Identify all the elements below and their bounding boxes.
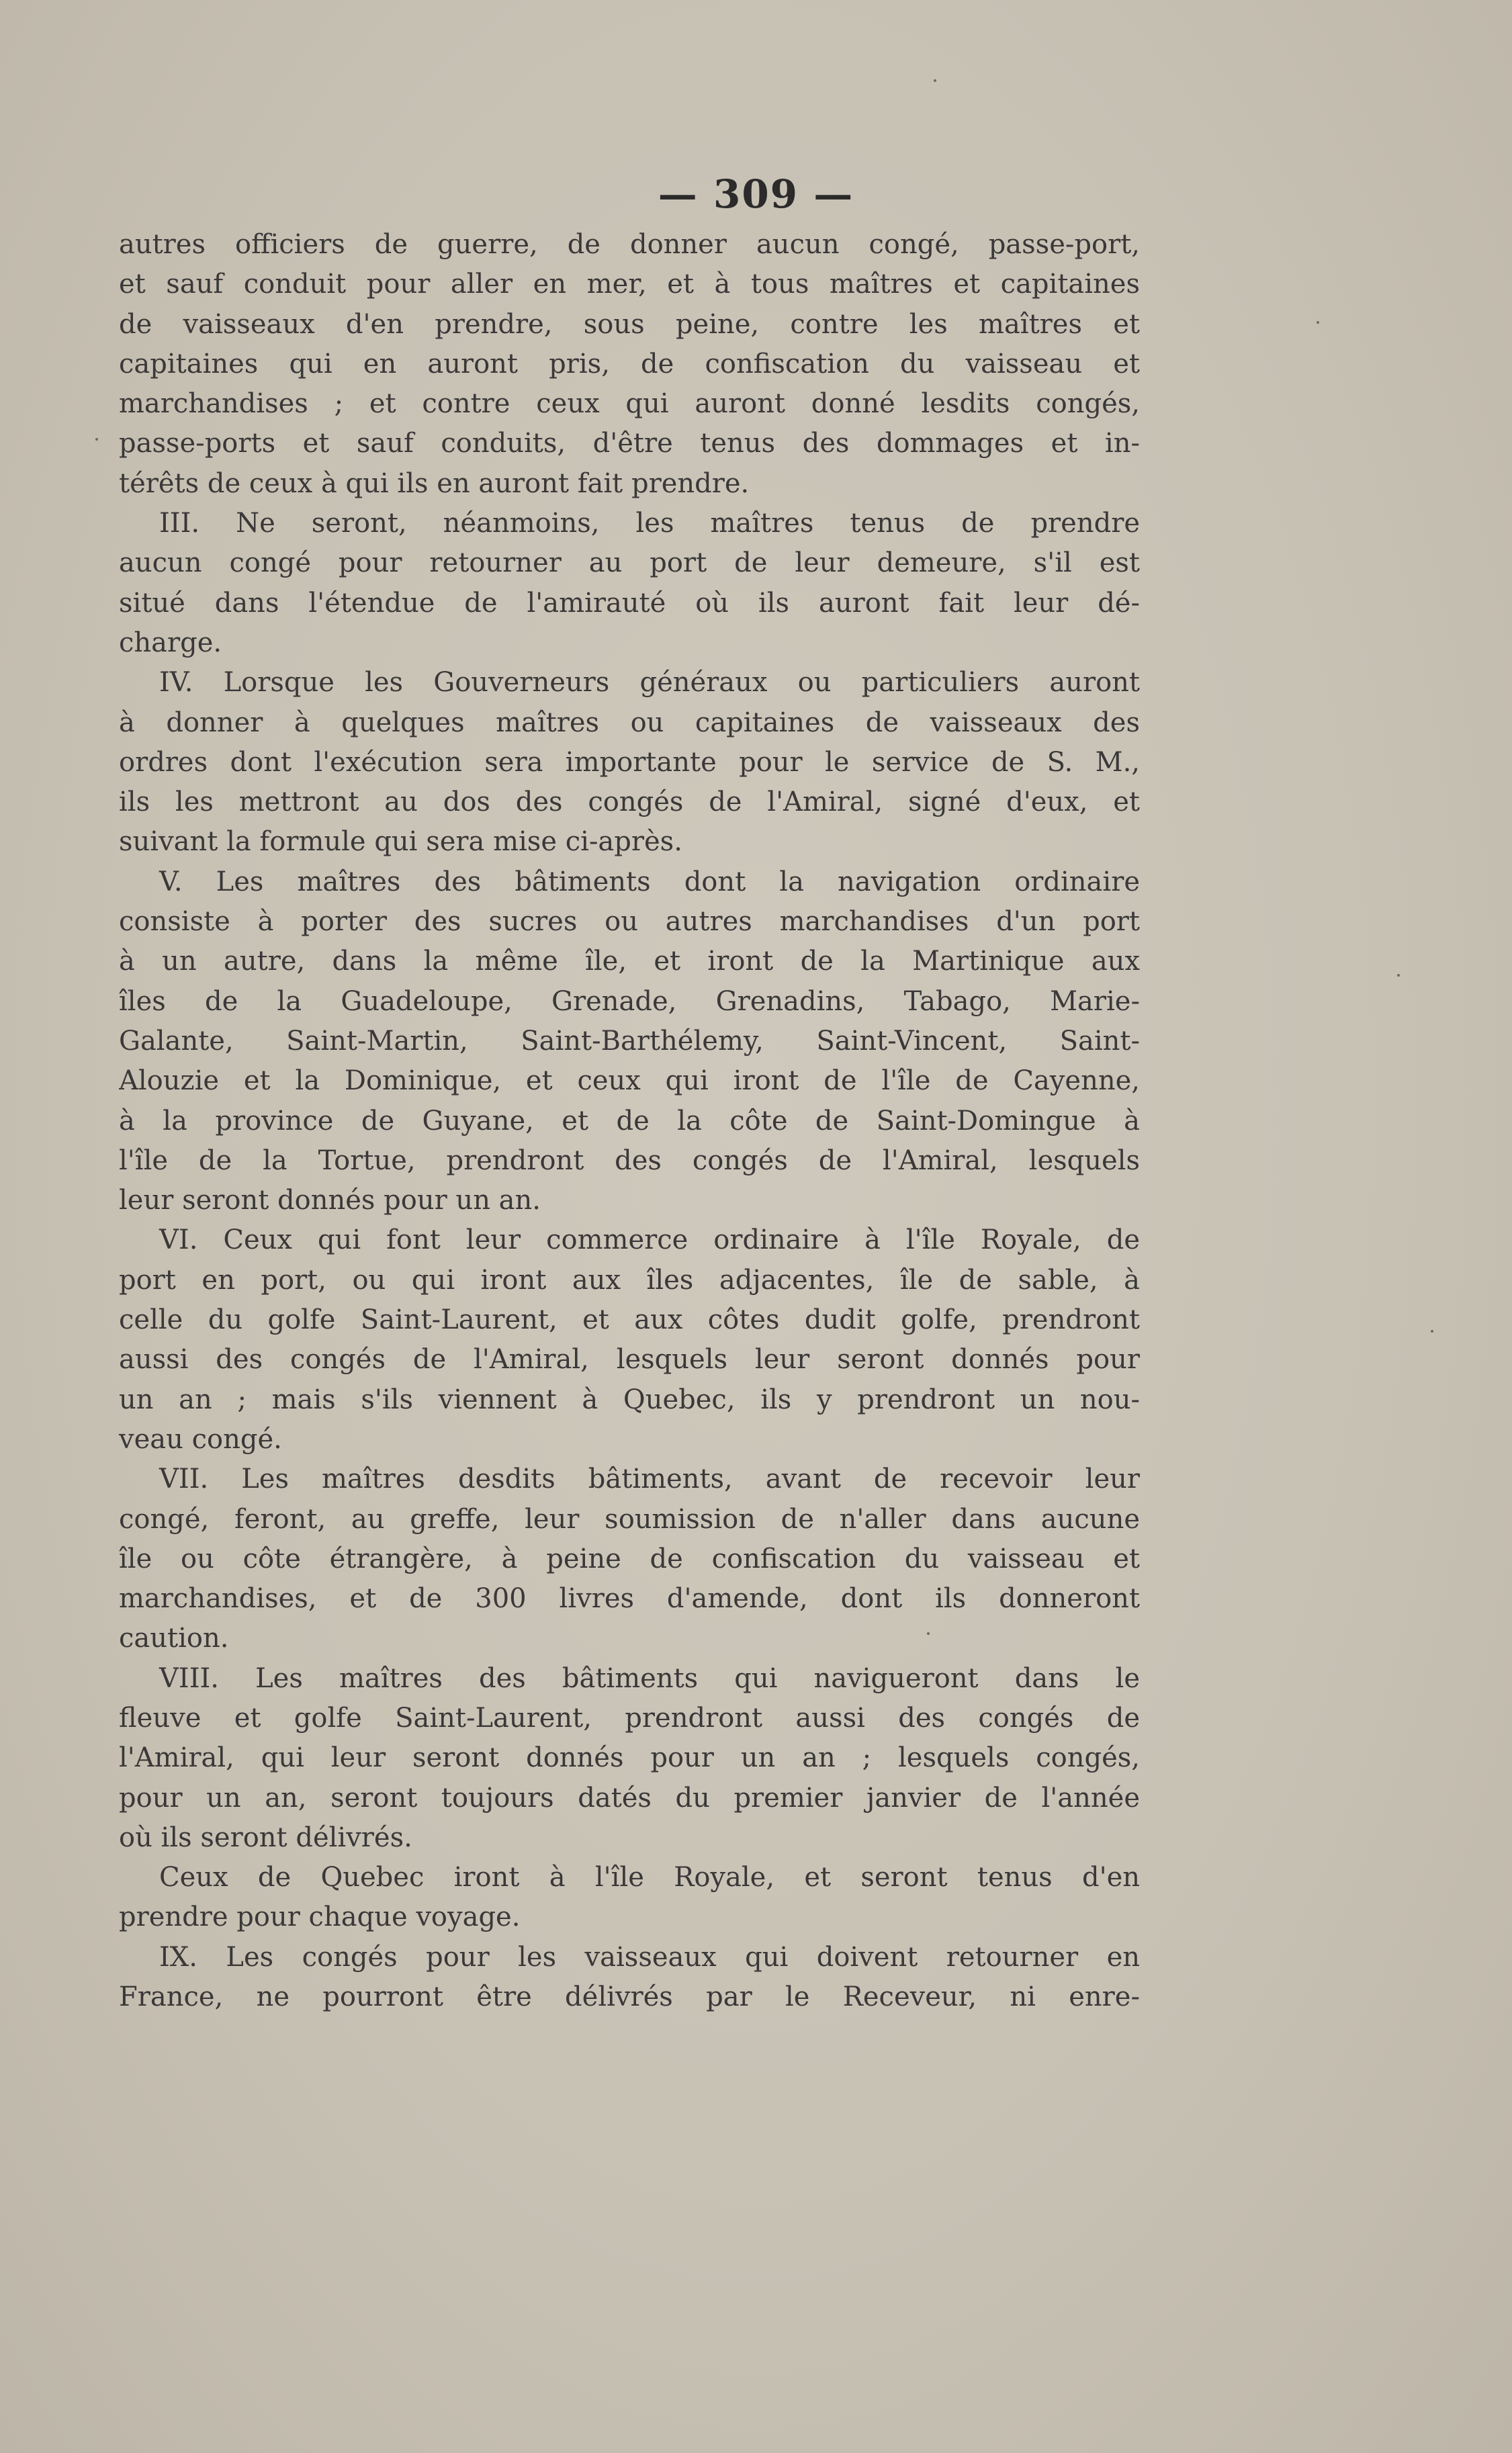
page-number: — 309 — xyxy=(658,171,854,217)
text-line: îles de la Guadeloupe, Grenade, Grenadins, Tabago, Marie- xyxy=(119,985,1140,1017)
paper-speck xyxy=(95,438,98,441)
paper-speck xyxy=(1431,1330,1433,1333)
text-line: VII. Les maîtres desdits bâtiments, avant de recevoir leur xyxy=(159,1464,1140,1495)
text-line: aucun congé pour retourner au port de leur demeure, s'il est xyxy=(119,547,1140,579)
text-line: marchandises, et de 300 livres d'amende, dont ils donneront xyxy=(119,1583,1140,1615)
paper-speck xyxy=(1397,974,1400,977)
text-line: capitaines qui en auront pris, de confiscation du vaisseau et xyxy=(119,348,1140,380)
text-line: Alouzie et la Dominique, et ceux qui iront de l'île de Cayenne, xyxy=(119,1065,1140,1097)
text-line: ils les mettront au dos des congés de l'Amiral, signé d'eux, et xyxy=(119,787,1140,818)
text-line: charge. xyxy=(119,627,222,658)
text-line: IX. Les congés pour les vaisseaux qui doivent retourner en xyxy=(159,1941,1140,1973)
paper-speck xyxy=(1317,321,1319,324)
text-line: VI. Ceux qui font leur commerce ordinaire à l'île Royale, de xyxy=(159,1224,1140,1256)
paper-speck xyxy=(927,1632,930,1635)
text-line: l'Amiral, qui leur seront donnés pour un an ; lesquels congés, xyxy=(119,1742,1140,1774)
text-line: consiste à porter des sucres ou autres marchandises d'un port xyxy=(119,906,1140,938)
text-line: un an ; mais s'ils viennent à Quebec, ils y prendront un nou- xyxy=(119,1384,1140,1415)
text-line: VIII. Les maîtres des bâtiments qui navigueront dans le xyxy=(159,1662,1140,1694)
text-line: prendre pour chaque voyage. xyxy=(119,1902,521,1933)
text-line: l'île de la Tortue, prendront des congés de l'Amiral, lesquels xyxy=(119,1145,1140,1176)
text-line: et sauf conduit pour aller en mer, et à tous maîtres et capitaines xyxy=(119,269,1140,300)
text-line: ordres dont l'exécution sera importante pour le service de S. M., xyxy=(119,746,1140,778)
text-line: celle du golfe Saint-Laurent, et aux côtes dudit golfe, prendront xyxy=(119,1304,1140,1336)
text-line: où ils seront délivrés. xyxy=(119,1822,412,1853)
text-line: congé, feront, au greffe, leur soumission de n'aller dans aucune xyxy=(119,1503,1140,1535)
text-line: à un autre, dans la même île, et iront de la Martinique aux xyxy=(119,946,1140,977)
text-line: à la province de Guyane, et de la côte de Saint-Domingue à xyxy=(119,1105,1140,1136)
text-line: pour un an, seront toujours datés du premier janvier de l'année xyxy=(119,1782,1140,1814)
text-line: port en port, ou qui iront aux îles adjacentes, île de sable, à xyxy=(119,1264,1140,1296)
text-line: France, ne pourront être délivrés par le Receveur, ni enre- xyxy=(119,1981,1140,2013)
text-line: à donner à quelques maîtres ou capitaines de vaisseaux des xyxy=(119,707,1140,738)
text-line: IV. Lorsque les Gouverneurs généraux ou particuliers auront xyxy=(159,667,1140,699)
text-line: suivant la formule qui sera mise ci-après. xyxy=(119,826,682,858)
text-line: île ou côte étrangère, à peine de confiscation du vaisseau et xyxy=(119,1543,1140,1574)
text-line: Ceux de Quebec iront à l'île Royale, et seront tenus d'en xyxy=(159,1862,1140,1893)
body-text xyxy=(119,225,1140,2017)
text-line: veau congé. xyxy=(119,1423,282,1455)
text-line: de vaisseaux d'en prendre, sous peine, contre les maîtres et xyxy=(119,308,1140,340)
text-line: marchandises ; et contre ceux qui auront donné lesdits congés, xyxy=(119,388,1140,420)
text-line: III. Ne seront, néanmoins, les maîtres tenus de prendre xyxy=(159,508,1140,539)
text-line: situé dans l'étendue de l'amirauté où ils auront fait leur dé- xyxy=(119,587,1140,619)
text-line: fleuve et golfe Saint-Laurent, prendront aussi des congés de xyxy=(119,1702,1140,1734)
text-line: leur seront donnés pour un an. xyxy=(119,1185,541,1216)
text-line: aussi des congés de l'Amiral, lesquels leur seront donnés pour xyxy=(119,1344,1140,1376)
text-line: Galante, Saint-Martin, Saint-Barthélemy, Saint-Vincent, Saint- xyxy=(119,1025,1140,1057)
text-line: térêts de ceux à qui ils en auront fait prendre. xyxy=(119,467,750,499)
text-line: V. Les maîtres des bâtiments dont la navigation ordinaire xyxy=(159,866,1140,897)
paper-speck xyxy=(934,79,936,82)
text-line: autres officiers de guerre, de donner aucun congé, passe-port, xyxy=(119,229,1140,260)
text-line: caution. xyxy=(119,1623,229,1654)
text-line: passe-ports et sauf conduits, d'être tenus des dommages et in- xyxy=(119,428,1140,459)
